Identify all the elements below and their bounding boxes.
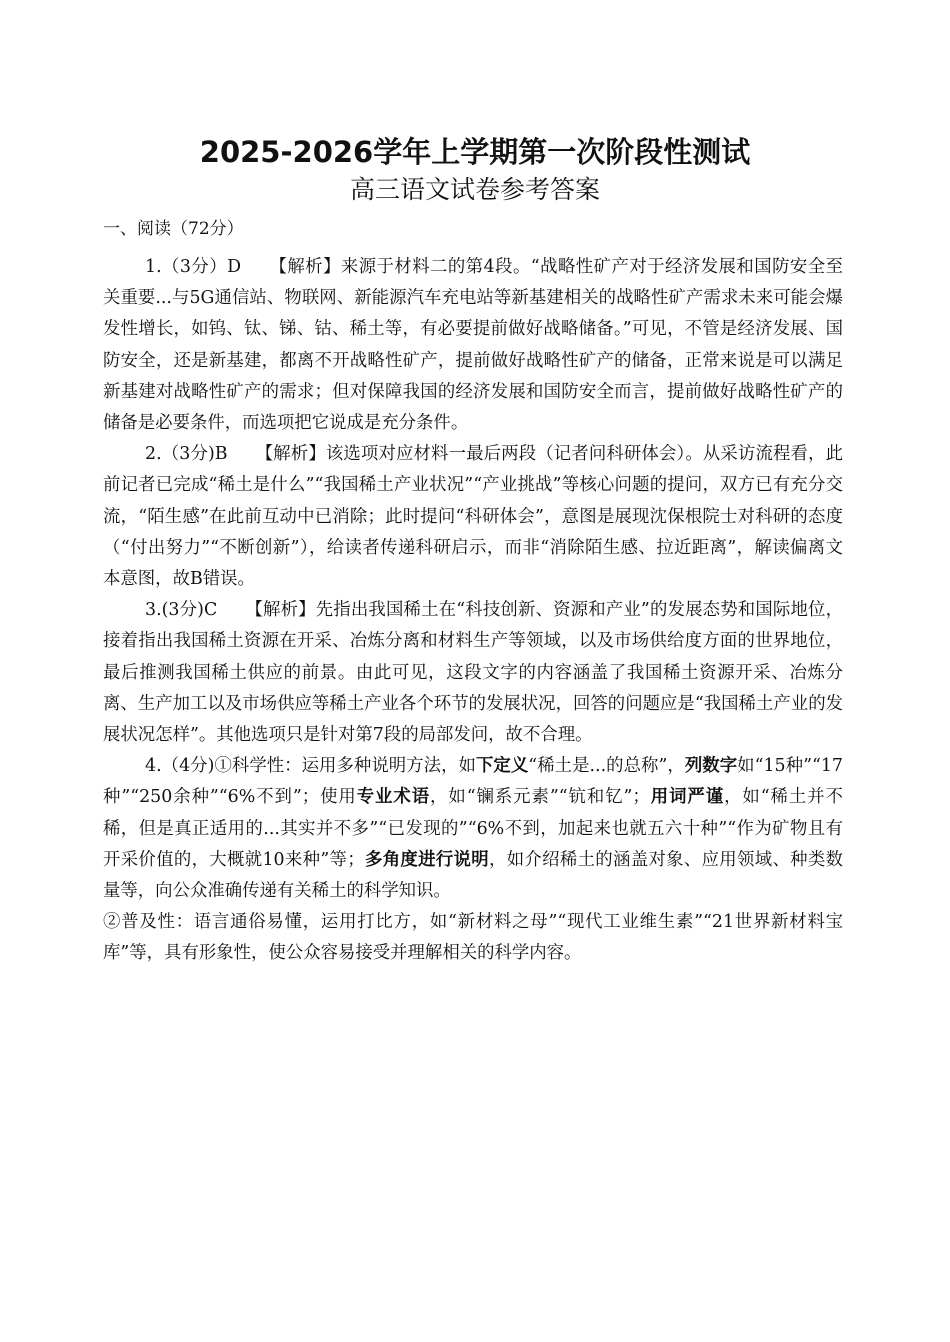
answer-q3 — [103, 595, 843, 751]
q1-explanation: 【解析】来源于材料二的第4段。“战略性矿产对于经济发展和国防安全至关重要...与5G通信站、物联网、新能源汽车充电站等新基建相关的战略性矿产需求未来可能会爆发性增长，如钨、钛、锑、钴、稀土等，有必要提前做好战略储备。”可见，不管是经济发展、国防安全，还是新基建，都离不开战略性矿产，提前做好战略性矿产的储备，正常来说是可以满足新基建对战略性矿产的需求；但对保障我国的经济发展和国防安全而言，提前做好战略性矿产的储备是必要条件，而选项把它说成是充分条件。 — [103, 257, 843, 434]
page-title: 2025-2026学年上学期第一次阶段性测试 — [199, 135, 751, 169]
q2-label: 2.（3分)B — [145, 444, 228, 465]
q4-p1-text-5: ，如“稀土并不稀，但是真正适用的...其实并不多”“已发现的”“6%不到，加起来也就五六十种”“作为矿物且有开采价值的，大概就10来种”等； — [103, 787, 843, 870]
answer-q2 — [103, 439, 843, 595]
q4-p1-bold-4: 用词严谨 — [649, 787, 725, 808]
q4-p1-text-3: 如“15种”“17种”“250余种”“6%不到”；使用 — [103, 756, 843, 808]
q4-p1-text-1: ①科学性：运用多种说明方法，如 — [214, 756, 476, 777]
q4-p1-text-6: ，如介绍稀土的涵盖对象、应用领域、种类数量等，向公众准确传递有关稀土的科学知识。 — [103, 849, 843, 902]
page-subtitle: 高三语文试卷参考答案 — [349, 175, 600, 204]
answer-q4-point2: ②普及性：语言通俗易懂，运用打比方，如“新材料之母”“现代工业维生素”“21世界新材料宝库”等，具有形象性，使公众容易接受并理解相关的科学内容。 — [103, 912, 843, 964]
q4-p1-bold-2: 列数字 — [684, 756, 738, 777]
answer-q1 — [103, 252, 843, 439]
q4-label: 4.（4分) — [145, 756, 215, 777]
q4-p1-bold-1: 下定义 — [475, 756, 529, 777]
q4-p1-bold-5: 多角度进行说明 — [364, 849, 489, 870]
q4-p1-text-4: ，如“镧系元素”“钪和钇”； — [430, 787, 650, 808]
answer-content — [103, 252, 843, 970]
q1-label: 1.（3分）D — [145, 257, 242, 277]
answer-q4-point1 — [103, 751, 843, 907]
q2-explanation: 【解析】该选项对应材料一最后两段（记者问科研体会）。从采访流程看，此前记者已完成“稀土是什么”“我国稀土产业状况”“产业挑战”等核心问题的提问，双方已有充分交流，“陌生感”在此前互动中已消除；此时提问“科研体会”，意图是展现沈保根院士对科研的态度（“付出努力”“不断创新”），给读者传递科研启示，而非“消除陌生感、拉近距离”，解读偏离文本意图，故B错误。 — [103, 444, 843, 590]
q4-p1-text-2: “稀土是...的总称”， — [528, 756, 685, 777]
q3-explanation: 【解析】先指出我国稀土在“科技创新、资源和产业”的发展态势和国际地位，接着指出我国稀土资源在开采、冶炼分离和材料生产等领域，以及市场供给度方面的世界地位，最后推测我国稀土供应的前景。由此可见，这段文字的内容涵盖了我国稀土资源开采、冶炼分离、生产加工以及市场供应等稀土产业各个环节的发展状况，回答的问题应是“我国稀土产业的发展状况怎样”。其他选项只是针对第7段的局部发问，故不合理。 — [103, 600, 843, 746]
section-heading: 一、阅读（72分） — [103, 219, 244, 239]
q4-p1-bold-3: 专业术语 — [356, 787, 431, 808]
q3-label: 3.(3分)C — [145, 600, 218, 621]
